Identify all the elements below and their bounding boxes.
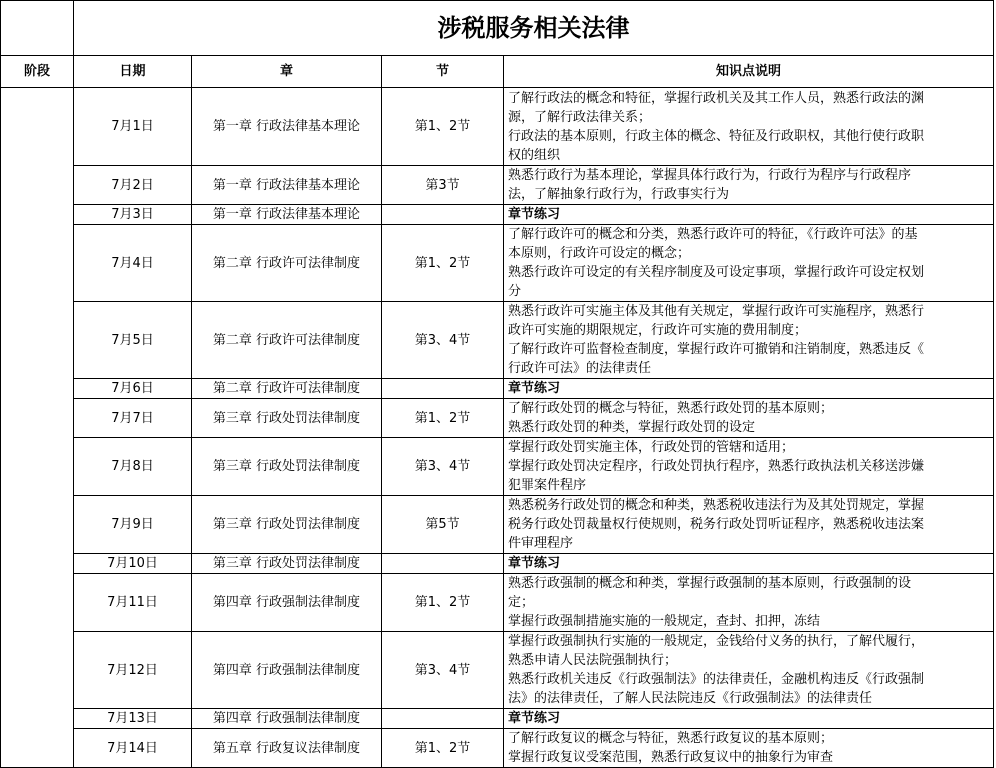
chapter-cell: 第三章 行政处罚法律制度 bbox=[192, 496, 382, 554]
date-cell: 7月8日 bbox=[74, 438, 192, 496]
date-cell: 7月2日 bbox=[74, 166, 192, 205]
chapter-cell: 第一章 行政法律基本理论 bbox=[192, 88, 382, 166]
table-row bbox=[1, 729, 994, 768]
section-cell: 第1、2节 bbox=[382, 88, 504, 166]
notes-cell bbox=[504, 399, 994, 438]
section-cell bbox=[382, 379, 504, 399]
notes-line: 行政法的基本原则，行政主体的概念、特征及行政职权，其他行使行政职 bbox=[508, 128, 925, 144]
table-row bbox=[1, 574, 994, 632]
table-row bbox=[1, 379, 994, 399]
chapter-cell: 第二章 行政许可法律制度 bbox=[192, 379, 382, 399]
table-row bbox=[1, 709, 994, 729]
notes-line: 熟悉行政强制的概念和种类，掌握行政强制的基本原则，行政强制的设 bbox=[508, 576, 912, 591]
section-cell: 第3、4节 bbox=[382, 632, 504, 709]
chapter-cell: 第二章 行政许可法律制度 bbox=[192, 302, 382, 379]
notes-cell bbox=[504, 574, 994, 632]
chapter-cell: 第三章 行政处罚法律制度 bbox=[192, 399, 382, 438]
table-row bbox=[1, 302, 994, 379]
notes-line: 掌握行政处罚决定程序，行政处罚执行程序，熟悉行政执法机关移送涉嫌 bbox=[508, 459, 925, 474]
header-notes: 知识点说明 bbox=[504, 56, 994, 88]
page-title: 涉税服务相关法律 bbox=[74, 1, 994, 56]
notes-line: 章节练习 bbox=[508, 207, 561, 222]
header-section: 节 bbox=[382, 56, 504, 88]
notes-line: 法》的法律责任，了解人民法院违反《行政强制法》的法律责任 bbox=[508, 691, 873, 706]
chapter-cell: 第二章 行政许可法律制度 bbox=[192, 225, 382, 302]
notes-line: 了解行政处罚的概念与特征，熟悉行政处罚的基本原则； bbox=[508, 401, 834, 416]
table-row bbox=[1, 438, 994, 496]
table-row bbox=[1, 166, 994, 205]
notes-cell bbox=[504, 205, 994, 225]
chapter-cell: 第四章 行政强制法律制度 bbox=[192, 574, 382, 632]
notes-line: 了解行政许可监督检查制度，掌握行政许可撤销和注销制度，熟悉违反《 bbox=[508, 342, 925, 357]
title-row bbox=[1, 1, 994, 56]
notes-line: 熟悉申请人民法院强制执行； bbox=[508, 653, 678, 668]
section-cell bbox=[382, 709, 504, 729]
table-row bbox=[1, 205, 994, 225]
date-cell: 7月12日 bbox=[74, 632, 192, 709]
section-cell: 第3节 bbox=[382, 166, 504, 205]
notes-line: 了解行政法的概念和特征，掌握行政机关及其工作人员，熟悉行政法的渊 bbox=[508, 90, 925, 106]
table-row bbox=[1, 632, 994, 709]
date-cell: 7月6日 bbox=[74, 379, 192, 399]
chapter-cell: 第三章 行政处罚法律制度 bbox=[192, 438, 382, 496]
date-cell: 7月14日 bbox=[74, 729, 192, 768]
notes-cell bbox=[504, 496, 994, 554]
date-cell: 7月13日 bbox=[74, 709, 192, 729]
section-cell: 第1、2节 bbox=[382, 225, 504, 302]
notes-line: 法，了解抽象行政行为，行政事实行为 bbox=[508, 187, 730, 202]
notes-line: 件审理程序 bbox=[508, 536, 574, 551]
chapter-cell: 第一章 行政法律基本理论 bbox=[192, 166, 382, 205]
table-row bbox=[1, 496, 994, 554]
notes-cell bbox=[504, 632, 994, 709]
notes-line: 权的组织 bbox=[508, 147, 561, 163]
notes-cell bbox=[504, 225, 994, 302]
header-row bbox=[1, 56, 994, 88]
section-cell: 第5节 bbox=[382, 496, 504, 554]
date-cell: 7月1日 bbox=[74, 88, 192, 166]
date-cell: 7月10日 bbox=[74, 554, 192, 574]
header-date: 日期 bbox=[74, 56, 192, 88]
notes-line: 行政许可法》的法律责任 bbox=[508, 361, 652, 376]
section-cell: 第1、2节 bbox=[382, 729, 504, 768]
chapter-cell: 第四章 行政强制法律制度 bbox=[192, 632, 382, 709]
date-cell: 7月11日 bbox=[74, 574, 192, 632]
notes-cell bbox=[504, 554, 994, 574]
table-row bbox=[1, 225, 994, 302]
notes-cell bbox=[504, 709, 994, 729]
table-row bbox=[1, 88, 994, 166]
notes-cell bbox=[504, 302, 994, 379]
date-cell: 7月7日 bbox=[74, 399, 192, 438]
date-cell: 7月4日 bbox=[74, 225, 192, 302]
chapter-cell: 第五章 行政复议法律制度 bbox=[192, 729, 382, 768]
section-cell: 第3、4节 bbox=[382, 302, 504, 379]
header-stage: 阶段 bbox=[1, 56, 74, 88]
date-cell: 7月9日 bbox=[74, 496, 192, 554]
notes-line: 犯罪案件程序 bbox=[508, 478, 587, 493]
notes-line: 章节练习 bbox=[508, 381, 561, 396]
table-row bbox=[1, 399, 994, 438]
notes-line: 熟悉税务行政处罚的概念和种类，熟悉税收违法行为及其处罚规定，掌握 bbox=[508, 498, 925, 513]
notes-line: 章节练习 bbox=[508, 556, 561, 571]
notes-line: 税务行政处罚裁量权行使规则，税务行政处罚听证程序，熟悉税收违法案 bbox=[508, 517, 925, 532]
notes-line: 熟悉行政行为基本理论，掌握具体行政行为，行政行为程序与行政程序 bbox=[508, 168, 912, 183]
notes-line: 熟悉行政机关违反《行政强制法》的法律责任，金融机构违反《行政强制 bbox=[508, 672, 925, 687]
notes-cell bbox=[504, 88, 994, 166]
section-cell: 第3、4节 bbox=[382, 438, 504, 496]
notes-line: 熟悉行政许可设定的有关程序制度及可设定事项，掌握行政许可设定权划 bbox=[508, 265, 925, 280]
section-cell bbox=[382, 554, 504, 574]
notes-line: 掌握行政复议受案范围，熟悉行政复议中的抽象行为审查 bbox=[508, 750, 834, 765]
notes-cell bbox=[504, 729, 994, 768]
chapter-cell: 第三章 行政处罚法律制度 bbox=[192, 554, 382, 574]
notes-line: 熟悉行政处罚的种类，掌握行政处罚的设定 bbox=[508, 420, 756, 435]
notes-cell bbox=[504, 438, 994, 496]
notes-line: 定； bbox=[508, 595, 535, 610]
notes-line: 熟悉行政许可实施主体及其他有关规定，掌握行政许可实施程序，熟悉行 bbox=[508, 304, 925, 319]
header-chapter: 章 bbox=[192, 56, 382, 88]
notes-line: 政许可实施的期限规定，行政许可实施的费用制度； bbox=[508, 323, 808, 338]
section-cell: 第1、2节 bbox=[382, 399, 504, 438]
stage-cell bbox=[1, 88, 74, 768]
notes-cell bbox=[504, 166, 994, 205]
notes-cell bbox=[504, 379, 994, 399]
date-cell: 7月5日 bbox=[74, 302, 192, 379]
notes-line: 了解行政许可的概念和分类，熟悉行政许可的特征，《行政许可法》的基 bbox=[508, 227, 918, 242]
date-cell: 7月3日 bbox=[74, 205, 192, 225]
chapter-cell: 第一章 行政法律基本理论 bbox=[192, 205, 382, 225]
notes-line: 章节练习 bbox=[508, 711, 561, 726]
notes-line: 源，了解行政法律关系； bbox=[508, 109, 652, 125]
notes-line: 本原则，行政许可设定的概念； bbox=[508, 246, 691, 261]
section-cell: 第1、2节 bbox=[382, 574, 504, 632]
title-left-cell bbox=[1, 1, 74, 56]
chapter-cell: 第四章 行政强制法律制度 bbox=[192, 709, 382, 729]
notes-line: 了解行政复议的概念与特征，熟悉行政复议的基本原则； bbox=[508, 731, 834, 746]
table-row bbox=[1, 554, 994, 574]
notes-line: 掌握行政处罚实施主体，行政处罚的管辖和适用； bbox=[508, 440, 795, 455]
notes-line: 掌握行政强制执行实施的一般规定，金钱给付义务的执行，了解代履行， bbox=[508, 634, 925, 649]
notes-line: 分 bbox=[508, 284, 522, 299]
notes-line: 掌握行政强制措施实施的一般规定，查封、扣押，冻结 bbox=[508, 614, 821, 629]
section-cell bbox=[382, 205, 504, 225]
